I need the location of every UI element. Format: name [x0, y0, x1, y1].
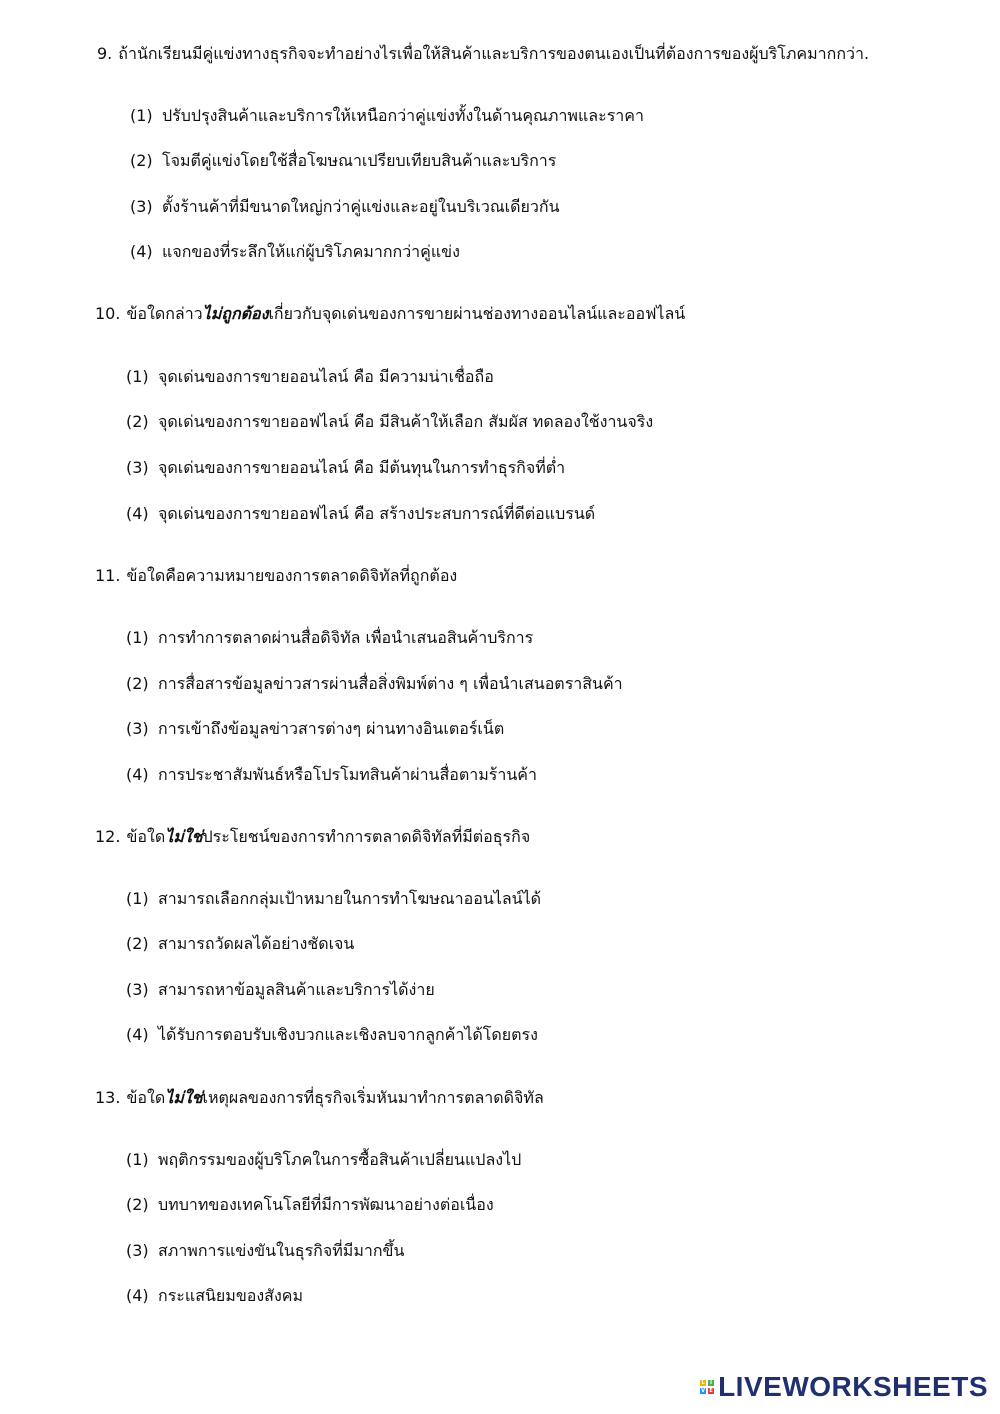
option-13-2[interactable] — [126, 1194, 946, 1216]
logo-icon-tile: E — [709, 1388, 713, 1394]
option-9-4[interactable] — [130, 241, 950, 263]
option-text: สามารถวัดผลได้อย่างชัดเจน — [158, 934, 355, 953]
option-label: (2) — [126, 674, 149, 693]
option-text: สภาพการแข่งขันในธุรกิจที่มีมากขึ้น — [158, 1241, 405, 1260]
question-text-before: ข้อใดกล่าว — [126, 304, 203, 323]
option-text: จุดเด่นของการขายออนไลน์ คือ มีความน่าเชื่อถือ — [158, 367, 494, 386]
option-label: (3) — [126, 458, 149, 477]
option-label: (4) — [126, 504, 149, 523]
option-label: (4) — [130, 242, 153, 261]
option-label: (4) — [126, 1286, 149, 1305]
option-text: สามารถเลือกกลุ่มเป้าหมายในการทำโฆษณาออนไลน์ได้ — [158, 889, 542, 908]
option-10-1[interactable] — [126, 366, 946, 388]
question-9 — [97, 43, 977, 65]
option-label: (1) — [126, 367, 149, 386]
option-text: พฤติกรรมของผู้บริโภคในการซื้อสินค้าเปลี่ยนแปลงไป — [158, 1150, 522, 1169]
option-13-3[interactable] — [126, 1240, 946, 1262]
option-label: (1) — [130, 106, 153, 125]
option-label: (2) — [126, 934, 149, 953]
option-12-1[interactable] — [126, 888, 946, 910]
question-text-before: ข้อใด — [126, 1088, 166, 1107]
option-13-1[interactable] — [126, 1149, 946, 1171]
logo-text: LIVEWORKSHEETS — [718, 1371, 988, 1402]
question-emphasis: ไม่ใช่ — [165, 827, 203, 846]
option-text: จุดเด่นของการขายออฟไลน์ คือ สร้างประสบการณ์ที่ดีต่อแบรนด์ — [158, 504, 596, 523]
question-13 — [95, 1087, 975, 1109]
option-label: (3) — [126, 719, 149, 738]
liveworksheets-icon — [700, 1380, 714, 1394]
option-text: ตั้งร้านค้าที่มีขนาดใหญ่กว่าคู่แข่งและอยู่ในบริเวณเดียวกัน — [162, 197, 560, 216]
option-13-4[interactable] — [126, 1285, 946, 1307]
question-emphasis: ไม่ถูกต้อง — [202, 304, 269, 323]
question-text-before: ข้อใด — [126, 827, 166, 846]
question-number: 10. — [95, 304, 121, 323]
option-11-4[interactable] — [126, 764, 946, 786]
option-9-2[interactable] — [130, 150, 950, 172]
question-text-after: เกี่ยวกับจุดเด่นของการขายผ่านช่องทางออนไลน์และออฟไลน์ — [268, 304, 686, 323]
question-text-after: ประโยชน์ของการทำการตลาดดิจิทัลที่มีต่อธุรกิจ — [202, 827, 531, 846]
option-12-2[interactable] — [126, 933, 946, 955]
option-text: แจกของที่ระลึกให้แก่ผู้บริโภคมากกว่าคู่แข่ง — [162, 242, 460, 261]
question-12 — [95, 826, 975, 848]
option-11-2[interactable] — [126, 673, 946, 695]
option-label: (3) — [126, 980, 149, 999]
option-12-3[interactable] — [126, 979, 946, 1001]
option-9-3[interactable] — [130, 196, 950, 218]
option-label: (3) — [126, 1241, 149, 1260]
option-text: การประชาสัมพันธ์หรือโปรโมทสินค้าผ่านสื่อตามร้านค้า — [158, 765, 537, 784]
question-number: 11. — [95, 566, 121, 585]
question-number: 9. — [97, 44, 113, 63]
question-10 — [95, 303, 975, 325]
option-text: จุดเด่นของการขายออฟไลน์ คือ มีสินค้าให้เลือก สัมผัส ทดลองใช้งานจริง — [158, 412, 654, 431]
option-label: (1) — [126, 889, 149, 908]
option-9-1[interactable] — [130, 105, 950, 127]
option-text: โจมตีคู่แข่งโดยใช้สื่อโฆษณาเปรียบเทียบสินค้าและบริการ — [162, 151, 557, 170]
option-text: ปรับปรุงสินค้าและบริการให้เหนือกว่าคู่แข่งทั้งในด้านคุณภาพและราคา — [162, 106, 644, 125]
question-number: 12. — [95, 827, 121, 846]
option-text: การเข้าถึงข้อมูลข่าวสารต่างๆ ผ่านทางอินเตอร์เน็ต — [158, 719, 505, 738]
option-12-4[interactable] — [126, 1024, 946, 1046]
option-text: การสื่อสารข้อมูลข่าวสารผ่านสื่อสิ่งพิมพ์ต่าง ๆ เพื่อนำเสนอตราสินค้า — [158, 674, 623, 693]
option-label: (1) — [126, 628, 149, 647]
option-text: การทำการตลาดผ่านสื่อดิจิทัล เพื่อนำเสนอสินค้าบริการ — [158, 628, 534, 647]
option-text: ได้รับการตอบรับเชิงบวกและเชิงลบจากลูกค้าได้โดยตรง — [158, 1025, 538, 1044]
liveworksheets-logo — [700, 1372, 988, 1402]
option-11-1[interactable] — [126, 627, 946, 649]
question-text: ข้อใดคือความหมายของการตลาดดิจิทัลที่ถูกต้อง — [126, 566, 458, 585]
option-10-3[interactable] — [126, 457, 946, 479]
option-label: (4) — [126, 765, 149, 784]
option-label: (1) — [126, 1150, 149, 1169]
option-10-2[interactable] — [126, 411, 946, 433]
logo-icon-tile: L — [701, 1380, 705, 1386]
option-label: (2) — [126, 412, 149, 431]
option-label: (3) — [130, 197, 153, 216]
question-text: ถ้านักเรียนมีคู่แข่งทางธุรกิจจะทำอย่างไรเพื่อให้สินค้าและบริการของตนเองเป็นที่ต้องการของผู้บริโภคมากกว่า. — [118, 44, 870, 63]
logo-icon-tile: V — [701, 1388, 706, 1394]
option-label: (2) — [126, 1195, 149, 1214]
question-number: 13. — [95, 1088, 121, 1107]
option-text: กระแสนิยมของสังคม — [158, 1286, 303, 1305]
option-text: บทบาทของเทคโนโลยีที่มีการพัฒนาอย่างต่อเนื่อง — [158, 1195, 494, 1214]
question-emphasis: ไม่ใช่ — [165, 1088, 203, 1107]
option-10-4[interactable] — [126, 503, 946, 525]
logo-icon-tile: I — [708, 1380, 714, 1386]
option-text: จุดเด่นของการขายออนไลน์ คือ มีต้นทุนในการทำธุรกิจที่ต่ำ — [158, 458, 566, 477]
option-label: (2) — [130, 151, 153, 170]
option-text: สามารถหาข้อมูลสินค้าและบริการได้ง่าย — [158, 980, 435, 999]
question-11 — [95, 565, 975, 587]
question-text-after: เหตุผลของการที่ธุรกิจเริ่มหันมาทำการตลาดดิจิทัล — [202, 1088, 544, 1107]
option-label: (4) — [126, 1025, 149, 1044]
option-11-3[interactable] — [126, 718, 946, 740]
